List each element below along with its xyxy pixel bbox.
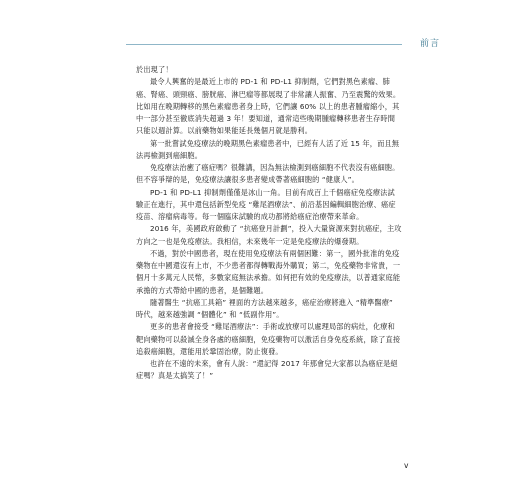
section-title: 前言 xyxy=(420,39,441,49)
paragraph: 更多的患者會接受 “雞尾酒療法”：手術或放療可以處理局部的病灶，化療和靶向藥物可以殺滅全身各處的癌細胞，免疫藥物可以激活自身免疫系統，除了直接追殺癌細胞，還能用於鞏固治療，防止復發。 xyxy=(136,322,401,356)
paragraph: 也許在不遠的未來，會有人說：“還記得 2017 年那會兒大家都以為癌症是絕症嗎？真是太搞笑了！” xyxy=(136,359,398,381)
paragraph: PD-1 和 PD-L1 抑制劑僅僅是冰山一角。目前有成百上千個癌症免疫療法試驗正在進行，其中還包括新型免疫 “雞尾酒療法”、前沿基因編輯細胞治療、癌症疫苗、溶瘤病毒等。每一個臨床試驗的成功都將給癌症治療帶來革命。 xyxy=(136,187,396,221)
page-number: v xyxy=(404,461,409,470)
paragraph: 最令人興奮的是最近上市的 PD-1 和 PD-L1 抑制劑，它們對黑色素瘤、肺癌、腎癌、頭頸癌、膀胱癌、淋巴瘤等都展現了非常讓人振奮、乃至震驚的效果。比如用在晚期轉移的黑色素瘤患者身上時，它們讓 60% 以上的患者腫瘤縮小，其中一部分甚至徹底消失超過 3 年！要知道，通常這些晚期腫瘤轉移患者生存時間只能以週計算。以前藥物如果能延長幾個月就是勝利。 xyxy=(136,77,401,136)
paragraph: 2016 年，美國政府啟動了 “抗癌登月計劃”，投入大量資源來對抗癌症，主攻方向之一也是免疫療法。我相信，未來幾年一定是免疫療法的爆發期。 xyxy=(136,224,402,246)
paragraph: 免疫療法治癒了癌症嗎？很難講，因為無法檢測到癌細胞不代表沒有癌細胞。但不容爭辯的是，免疫療法讓很多患者變成帶著癌細胞的 “健康人”。 xyxy=(136,163,400,185)
paragraph: 於出現了！ xyxy=(136,65,173,74)
header-rule xyxy=(126,44,402,45)
paragraph: 不過，對於中國患者，現在使用免疫療法有兩個困難：第一，國外批准的免疫藥物在中國還沒有上市，不少患者都得轉戰海外購買；第二，免疫藥物非常貴，一個月十多萬元人民幣，多數家庭無法承擔。如何把有效的免疫療法，以普通家庭能承擔的方式帶給中國的患者，是個難題。 xyxy=(136,248,401,295)
paragraph: 隨著醫生 “抗癌工具箱” 裡面的方法越來越多，癌症治療將進入 “精準醫療” 時代，越來越強調 “個體化” 和 “低副作用”。 xyxy=(136,297,393,319)
paragraph: 第一批嘗試免疫療法的晚期黑色素瘤患者中，已經有人活了近 15 年，而且無法再檢測到癌細胞。 xyxy=(136,138,400,160)
body-text xyxy=(136,64,402,383)
